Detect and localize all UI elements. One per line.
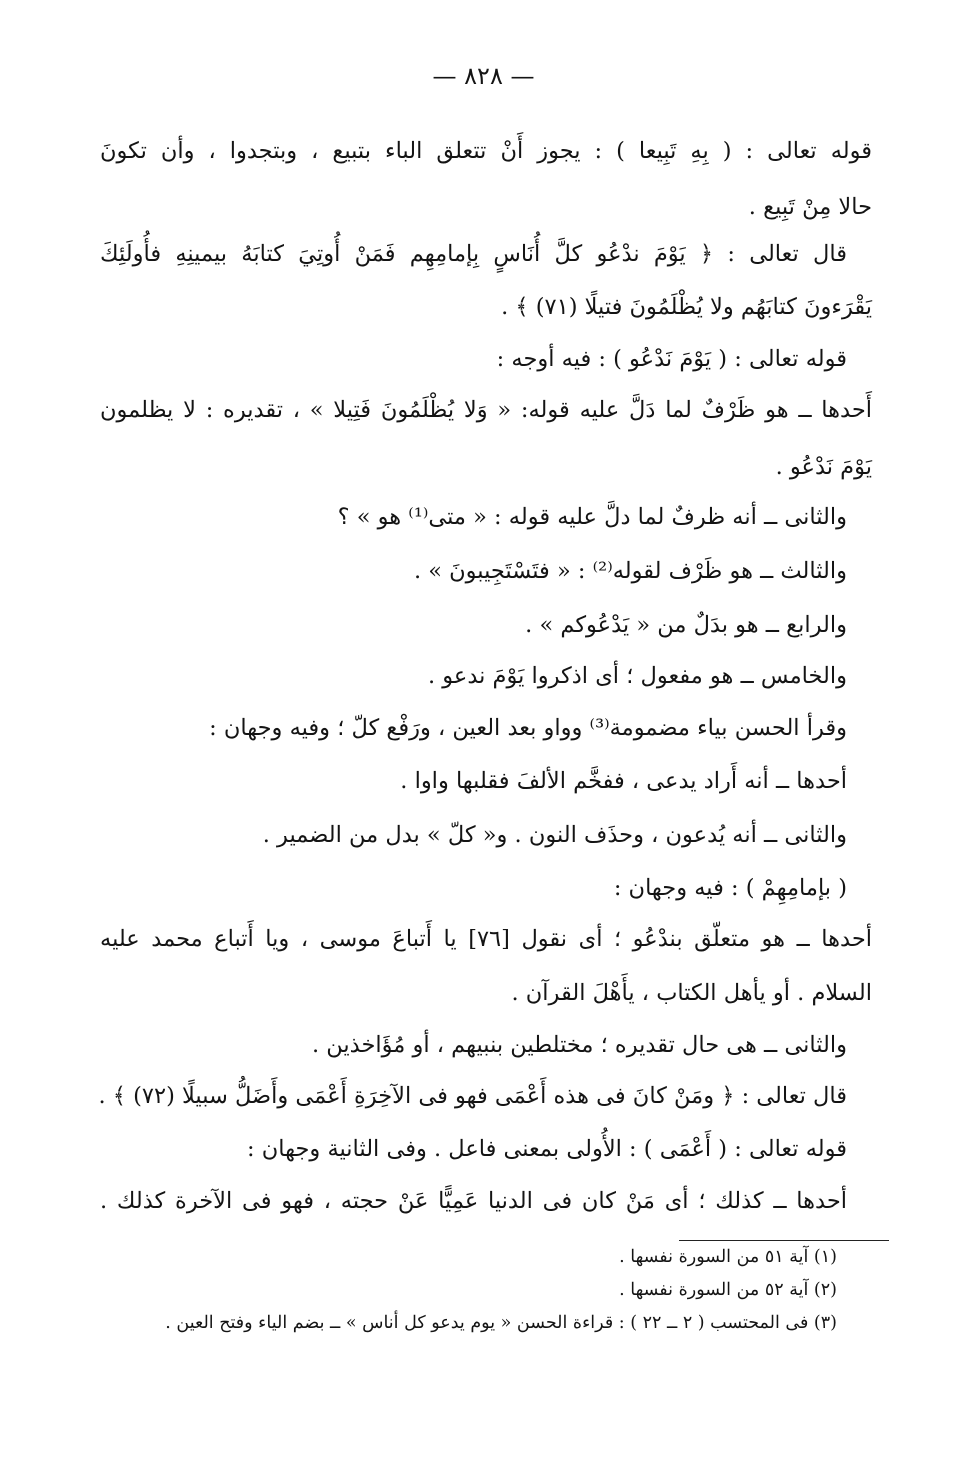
text-line: قوله تعالى : ( أَعْمَى ) : الأُولى بمعنى فاعل . وفى الثانية وجهان : xyxy=(247,1136,847,1162)
text-line: ( بإمامِهِمْ ) : فيه وجهان : xyxy=(613,875,847,901)
text-line: السلام . أو يأهل الكتاب ، يأَهْلَ القرآن . xyxy=(511,980,872,1006)
footnote: (٣) فى المحتسب ( ٢ ــ ٢٢ ) : قراءة الحسن « يوم يدعو كل أناس » ــ بضم الياء وفتح العين . xyxy=(165,1313,837,1333)
text-line: أحدها ــ كذلك ؛ أى مَنْ كان فى الدنيا عَمِيًّا عَنْ حجته ، فهو فى الآخرة كذلك . xyxy=(100,1188,847,1214)
text-line: والثالث ــ هو ظَرْف لقوله⁽²⁾ : « فتَسْتَجِيبونَ » . xyxy=(413,558,847,584)
verse-line: قال تعالى : ﴿ ومَنْ كانَ فى هذه أَعْمَى فهو فى الآخِرَةِ أَعْمَى وأَضَلُّ سبيلًا (٧٢) ﴾ . xyxy=(98,1083,847,1109)
text-line: حالا مِنْ تَبِيع . xyxy=(748,194,872,220)
footnote-separator xyxy=(679,1240,889,1241)
text-line: والثانى ــ أنه يُدعون ، وحذَف النون . و« كلّ » بدل من الضمير . xyxy=(262,822,847,848)
text-line: قوله تعالى : ( يَوْمَ نَدْعُو ) : فيه أوجه : xyxy=(496,346,847,372)
page-number: — ٨٢٨ — xyxy=(432,62,535,90)
text-line: قوله تعالى : ( بِهِ تَبِيعا ) : يجوز أَنْ تتعلق الباء بتبيع ، وبتجدوا ، وأن تكونَ xyxy=(100,138,872,164)
text-line: وقرأ الحسن بياء مضمومة⁽³⁾ وواو بعد العين ، ورَفْع كلّ ؛ وفيه وجهان : xyxy=(209,715,847,741)
text-line: أحدها ــ أنه أَراد يدعى ، ففخَّم الألفَ فقلبها واوا . xyxy=(400,768,847,794)
text-line: أحدها ــ هو متعلّق بندْعُو ؛ أى نقول [٧٦] يا أَتباعَ موسى ، ويا أَتباع محمد عليه xyxy=(100,926,872,952)
footnote: (٢) آية ٥٢ من السورة نفسها . xyxy=(619,1280,837,1300)
text-line: يَوْمَ نَدْعُو . xyxy=(775,454,872,480)
text-line: والخامس ــ هو مفعول ؛ أى اذكروا يَوْمَ ندعو . xyxy=(427,663,847,689)
footnote: (١) آية ٥١ من السورة نفسها . xyxy=(619,1247,837,1267)
text-line: أَحدها ــ هو ظَرْفٌ لما دَلَّ عليه قوله: « وَلا يُظْلَمُونَ فَتِيلا » ، تقديره : لا يظلمون xyxy=(100,397,872,423)
verse-line: قال تعالى : ﴿ يَوْمَ ندْعُو كلَّ أُنَاسٍ بِإمامِهِم فَمَنْ أُوتِيَ كتابَهُ بيمينِهِ فأُولَئِكَ xyxy=(100,241,847,267)
text-line: والثانى ــ هى حال تقديره ؛ مختلطين بنبيهم ، أو مُؤَاخذين . xyxy=(311,1032,847,1058)
text-line: والرابع ــ هو بدَلٌ من « يَدْعُوكم » . xyxy=(525,612,847,638)
verse-line: يَقْرَءونَ كتابَهُم ولا يُظْلَمُونَ فتيلًا (٧١) ﴾ . xyxy=(501,294,872,320)
text-line: والثانى ــ أنه ظرفٌ لما دلَّ عليه قوله : « متى⁽¹⁾ هو » ؟ xyxy=(337,504,847,530)
